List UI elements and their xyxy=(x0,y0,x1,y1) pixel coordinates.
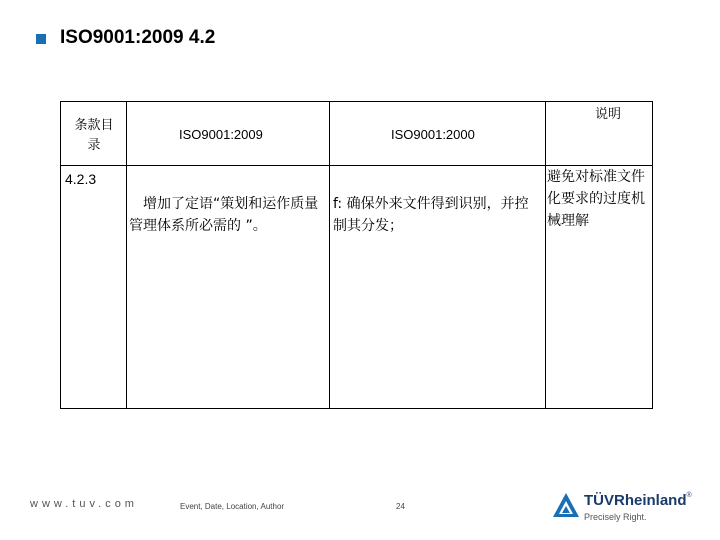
header-iso2009: ISO9001:2009 xyxy=(179,127,263,142)
header-clause: 条款目 录 xyxy=(74,118,114,153)
logo-name xyxy=(584,492,692,509)
logo-reg-mark: ® xyxy=(686,492,692,499)
row-clause: 4.2.3 xyxy=(65,171,97,187)
table-divider xyxy=(545,102,546,408)
table-divider xyxy=(329,102,330,408)
title-marker-icon xyxy=(36,34,46,44)
comparison-table xyxy=(60,101,653,409)
tuv-logo xyxy=(552,490,692,526)
header-note: 说明 xyxy=(595,107,622,122)
footer-event: Event, Date, Location, Author xyxy=(180,502,285,511)
logo-tagline: Precisely Right. xyxy=(584,512,647,522)
footer-url: www.tuv.com xyxy=(30,498,138,510)
row-iso2009: 增加了定语“策划和运作质量管理体系所必需的 ”。 xyxy=(129,196,319,234)
row-note: 避免对标准文件化要求的过度机械理解 xyxy=(547,169,645,229)
page-title: ISO9001:2009 4.2 xyxy=(60,27,216,48)
logo-name-text: TÜVRheinland xyxy=(584,492,687,509)
tuv-triangle-icon xyxy=(552,492,580,518)
header-iso2000: ISO9001:2000 xyxy=(391,127,475,142)
row-iso2000: f: 确保外来文件得到识别，并控制其分发； xyxy=(333,196,529,234)
table-divider xyxy=(126,102,127,408)
page-number: 24 xyxy=(396,502,405,511)
